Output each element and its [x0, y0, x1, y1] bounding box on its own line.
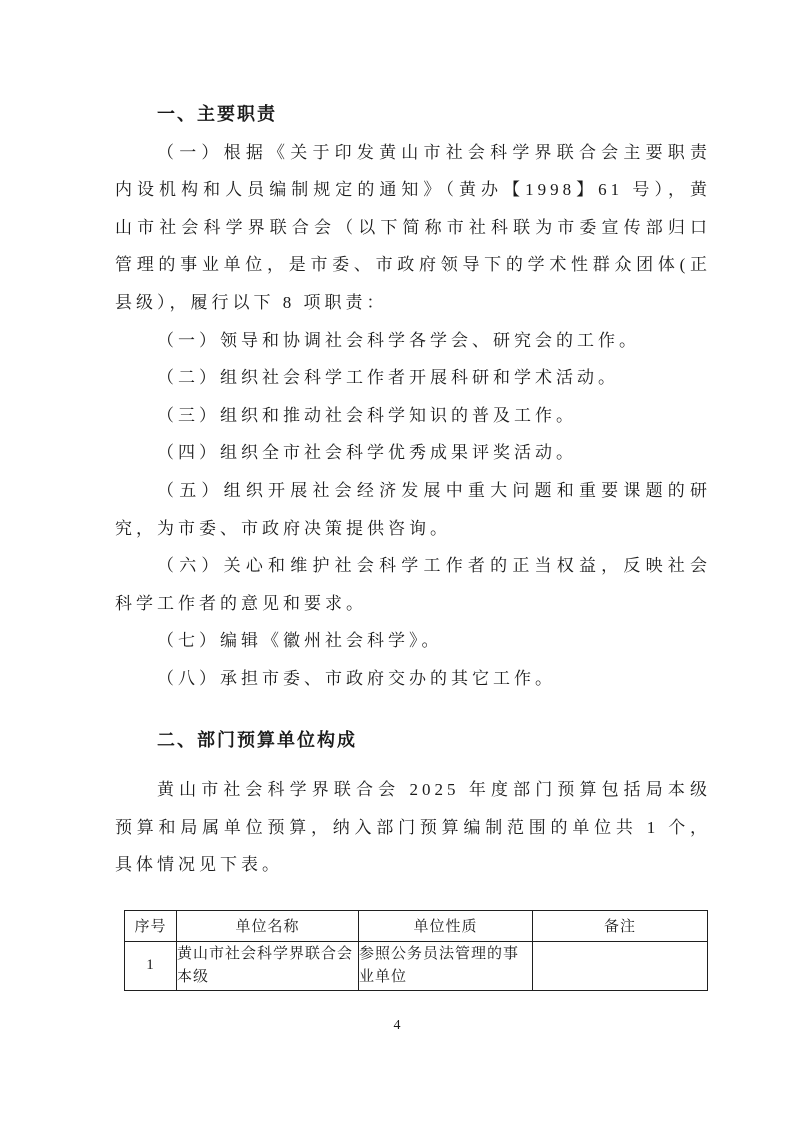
section-1-heading: 一、主要职责 — [157, 104, 277, 124]
section-2-heading: 二、部门预算单位构成 — [157, 729, 357, 750]
duty-line: （三）组织和推动社会科学知识的普及工作。 — [157, 405, 577, 425]
table-header-row — [125, 910, 708, 941]
body-line: 黄山市社会科学界联合会 2025 年度部门预算包括局本级 — [157, 780, 711, 800]
budget-units-table — [124, 910, 708, 991]
column-header-unit-name: 单位名称 — [177, 910, 359, 941]
body-line: 内设机构和人员编制规定的通知》（黄办【1998】61 号），黄 — [115, 180, 711, 200]
duty-line: （五）组织开展社会经济发展中重大问题和重要课题的研 — [157, 480, 711, 500]
document-content — [115, 96, 711, 991]
column-header-remarks: 备注 — [533, 910, 708, 941]
duty-line: （六）关心和维护社会科学工作者的正当权益，反映社会 — [157, 556, 711, 576]
column-header-index: 序号 — [125, 910, 177, 941]
cell-unit-type: 参照公务员法管理的事业单位 — [359, 941, 533, 990]
duty-line: （七）编辑《徽州社会科学》。 — [157, 631, 443, 651]
body-line: 管理的事业单位，是市委、市政府领导下的学术性群众团体(正 — [115, 255, 711, 275]
body-line: （一）根据《关于印发黄山市社会科学界联合会主要职责 — [157, 142, 711, 162]
duty-line: 科学工作者的意见和要求。 — [115, 593, 367, 613]
table-row — [125, 941, 708, 990]
duty-line: 究，为市委、市政府决策提供咨询。 — [115, 518, 451, 538]
page-number: 4 — [393, 1018, 401, 1033]
body-line: 具体情况见下表。 — [115, 855, 283, 875]
body-line: 县级），履行以下 8 项职责： — [115, 292, 388, 312]
duty-line: （一）领导和协调社会科学各学会、研究会的工作。 — [157, 330, 640, 350]
body-line: 山市社会科学界联合会（以下简称市社科联为市委宣传部归口 — [115, 217, 711, 237]
cell-index: 1 — [125, 941, 177, 990]
duty-line: （四）组织全市社会科学优秀成果评奖活动。 — [157, 443, 577, 463]
section-2-paragraph — [115, 771, 711, 884]
cell-unit-name: 黄山市社会科学界联合会本级 — [177, 941, 359, 990]
cell-remarks — [533, 941, 708, 990]
column-header-unit-type: 单位性质 — [359, 910, 533, 941]
duty-line: （八）承担市委、市政府交办的其它工作。 — [157, 668, 556, 688]
duty-line: （二）组织社会科学工作者开展科研和学术活动。 — [157, 368, 619, 388]
body-line: 预算和局属单位预算，纳入部门预算编制范围的单位共 1 个， — [115, 817, 711, 837]
